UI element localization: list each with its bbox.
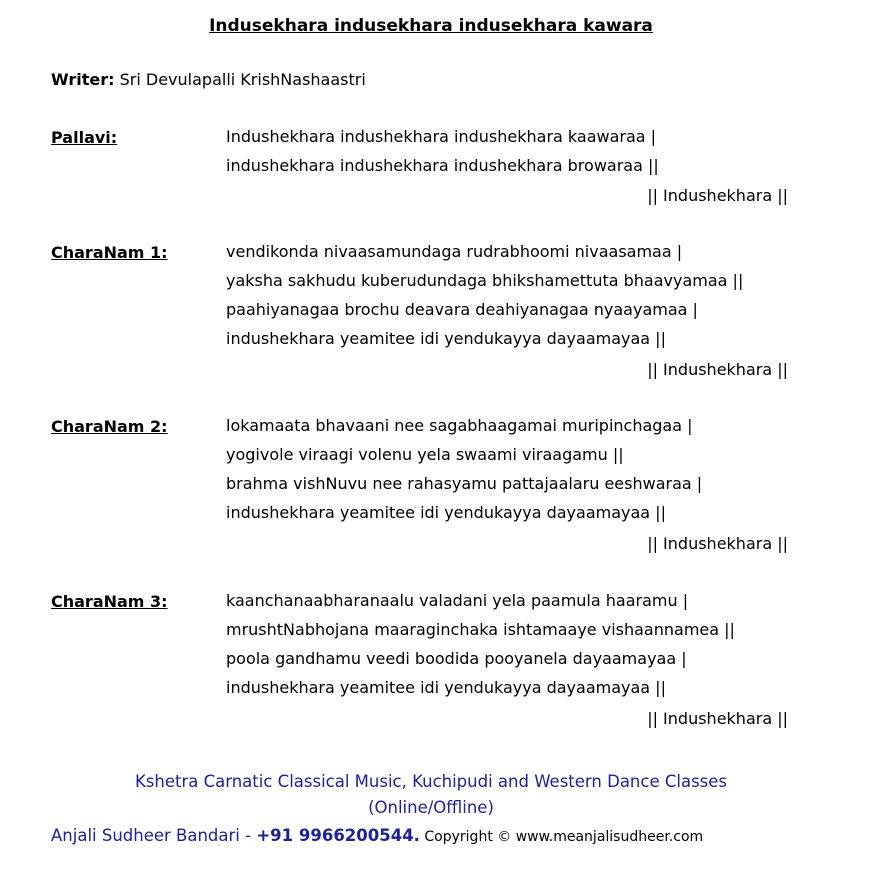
writer-name: Sri Devulapalli KrishNashaastri bbox=[119, 70, 366, 89]
verse-line: mrushtNabhojana maaraginchaka ishtamaaye vishaannamea || bbox=[226, 620, 735, 639]
phone-number: +91 9966200544. bbox=[256, 826, 420, 845]
verse-line: poola gandhamu veedi boodida pooyanela dayaamayaa | bbox=[226, 649, 687, 668]
verse-line: indushekhara yeamitee idi yendukayya dayaamayaa || bbox=[226, 678, 666, 697]
charanam-3-label: CharaNam 3: bbox=[51, 592, 168, 611]
verse-line: lokamaata bhavaani nee sagabhaagamai muripinchagaa | bbox=[226, 416, 693, 435]
charanam-2-label: CharaNam 2: bbox=[51, 417, 168, 436]
pallavi-refrain: || Indushekhara || bbox=[647, 186, 788, 205]
contact-name: Anjali Sudheer Bandari - bbox=[51, 826, 257, 845]
verse-line: brahma vishNuvu nee rahasyamu pattajaalaru eeshwaraa | bbox=[226, 474, 703, 493]
verse-line: Indushekhara indushekhara indushekhara kaawaraa | bbox=[226, 127, 657, 146]
verse-line: indushekhara yeamitee idi yendukayya dayaamayaa || bbox=[226, 503, 666, 522]
charanam-2-refrain: || Indushekhara || bbox=[647, 534, 788, 553]
verse-line: indushekhara yeamitee idi yendukayya dayaamayaa || bbox=[226, 329, 666, 348]
contact-line bbox=[51, 826, 703, 845]
school-name: Kshetra Carnatic Classical Music, Kuchipudi and Western Dance Classes bbox=[134, 772, 728, 791]
verse-line: indushekhara indushekhara indushekhara browaraa || bbox=[226, 156, 659, 175]
charanam-1-label: CharaNam 1: bbox=[51, 243, 168, 262]
document-title: Indusekhara indusekhara indusekhara kawara bbox=[209, 16, 653, 36]
class-mode: (Online/Offline) bbox=[368, 798, 494, 817]
verse-line: yogivole viraagi volenu yela swaami viraagamu || bbox=[226, 445, 624, 464]
charanam-3-refrain: || Indushekhara || bbox=[647, 709, 788, 728]
pallavi-verse bbox=[226, 122, 659, 180]
writer-line bbox=[51, 70, 366, 89]
verse-line: yaksha sakhudu kuberudundaga bhikshamettuta bhaavyamaa || bbox=[226, 271, 744, 290]
copyright-notice: Copyright © www.meanjalisudheer.com bbox=[419, 829, 704, 845]
charanam-3-verse bbox=[226, 586, 735, 702]
verse-line: vendikonda nivaasamundaga rudrabhoomi nivaasamaa | bbox=[226, 242, 683, 261]
charanam-2-verse bbox=[226, 411, 702, 527]
charanam-1-refrain: || Indushekhara || bbox=[647, 360, 788, 379]
pallavi-label: Pallavi: bbox=[51, 128, 118, 147]
verse-line: paahiyanagaa brochu deavara deahiyanagaa nyaayamaa | bbox=[226, 300, 698, 319]
charanam-1-verse bbox=[226, 237, 743, 353]
verse-line: kaanchanaabharanaalu valadani yela paamula haaramu | bbox=[226, 591, 689, 610]
writer-label: Writer: bbox=[51, 70, 115, 89]
